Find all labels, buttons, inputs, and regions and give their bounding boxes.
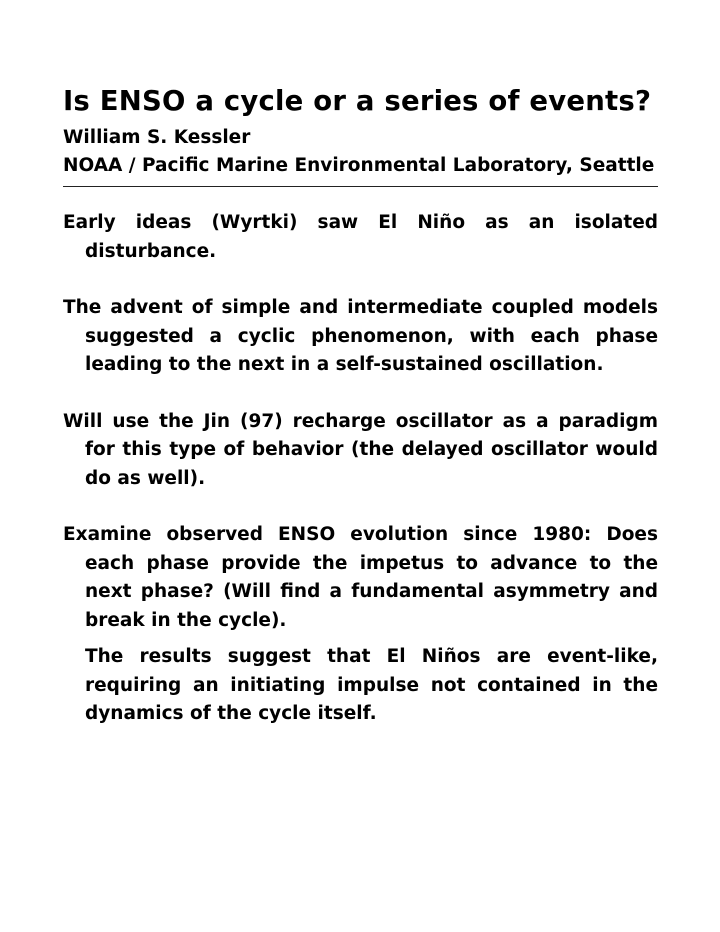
header-divider: [63, 186, 658, 187]
slide-page: [63, 78, 658, 729]
paragraph-early-ideas: Early ideas (Wyrtki) saw El Niño as an isolated disturbance.: [63, 212, 658, 262]
author-affiliation: NOAA / Pacific Marine Environmental Laboratory, Seattle: [63, 155, 655, 176]
paragraph-recharge-oscillator: Will use the Jin (97) recharge oscillator as a paradigm for this type of behavior (the delayed oscillator would do as well).: [63, 410, 658, 489]
author-name: William S. Kessler: [63, 127, 251, 148]
paragraph-coupled-models: The advent of simple and intermediate coupled models suggested a cyclic phenomenon, with each phase leading to the next in a self-sustained oscillation.: [63, 297, 658, 375]
paragraph-results: The results suggest that El Niños are event-like, requiring an initiating impulse not contained in the dynamics of the cycle itself.: [85, 646, 658, 724]
paragraph-observed-evolution: Examine observed ENSO evolution since 1980: Does each phase provide the impetus to advance to the next phase? (Will find a fundamental asymmetry and break in the cycle).: [63, 524, 658, 631]
page-title: Is ENSO a cycle or a series of events?: [63, 85, 652, 117]
